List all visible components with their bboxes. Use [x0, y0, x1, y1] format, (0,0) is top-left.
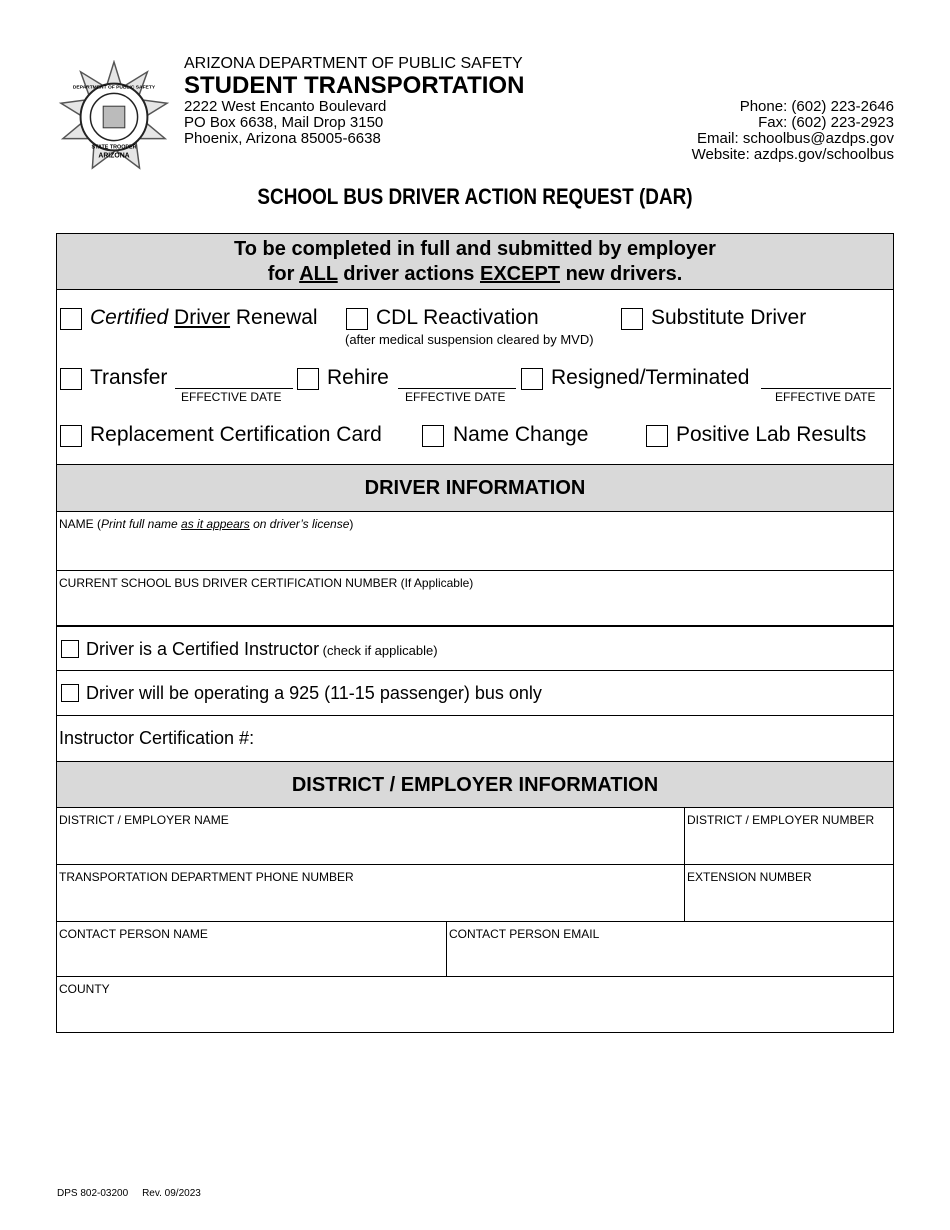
instructions-line2: [57, 262, 893, 287]
instructions-banner: [57, 234, 893, 289]
instructor-cert-row[interactable]: [57, 715, 893, 761]
positive-lab-checkbox[interactable]: [646, 425, 668, 447]
divider: [684, 865, 685, 922]
driver-name-label: [59, 517, 353, 531]
cdl-reactivation-note: (after medical suspension cleared by MVD): [345, 332, 594, 347]
address-line: 2222 West Encanto Boulevard: [184, 98, 387, 115]
renewal-checkbox[interactable]: [60, 308, 82, 330]
resigned-date-label: EFFECTIVE DATE: [775, 390, 876, 404]
renewal-label: [90, 306, 318, 330]
transfer-date-line[interactable]: [175, 388, 293, 389]
phone-row: [57, 864, 893, 921]
form-footer: [57, 1188, 201, 1199]
resigned-checkbox[interactable]: [521, 368, 543, 390]
rehire-checkbox[interactable]: [297, 368, 319, 390]
rehire-date-line[interactable]: [398, 388, 516, 389]
text: as it appears: [181, 517, 250, 531]
certification-number-field[interactable]: [57, 570, 893, 626]
transfer-date-label: EFFECTIVE DATE: [181, 390, 282, 404]
contact-email-label: CONTACT PERSON EMAIL: [449, 927, 600, 941]
employer-name-label: DISTRICT / EMPLOYER NAME: [59, 813, 229, 827]
contact-name-label: CONTACT PERSON NAME: [59, 927, 208, 941]
replacement-card-checkbox[interactable]: [60, 425, 82, 447]
address-line: Phoenix, Arizona 85005-6638: [184, 130, 381, 147]
instructions-line1: To be completed in full and submitted by employer: [234, 238, 716, 260]
text: Renewal: [230, 306, 318, 329]
bus-925-checkbox[interactable]: [61, 684, 79, 702]
seal-text-bottom: ARIZONA: [98, 152, 130, 160]
substitute-label: Substitute Driver: [651, 306, 807, 329]
website: Website: azdps.gov/schoolbus: [691, 146, 894, 163]
certified-instructor-row: [57, 625, 893, 671]
contact-info: [692, 99, 894, 163]
text: Driver: [174, 306, 231, 329]
text: (check if applicable): [319, 643, 438, 658]
transfer-label: Transfer: [90, 366, 168, 389]
name-change-checkbox[interactable]: [422, 425, 444, 447]
driver-actions-section: [57, 289, 893, 464]
extension-label: EXTENSION NUMBER: [687, 870, 812, 884]
text: driver actions: [337, 263, 480, 285]
text: Print full name: [101, 517, 182, 531]
form-title: SCHOOL BUS DRIVER ACTION REQUEST (DAR): [257, 184, 693, 209]
resigned-date-line[interactable]: [761, 388, 891, 389]
county-label: COUNTY: [59, 982, 110, 996]
instructor-cert-label: Instructor Certification #:: [59, 728, 255, 748]
bus-925-label: Driver will be operating a 925 (11-15 passenger) bus only: [86, 683, 542, 703]
text: new drivers.: [560, 263, 683, 285]
positive-lab-label: Positive Lab Results: [676, 423, 867, 446]
driver-name-field[interactable]: [57, 511, 893, 570]
text: NAME (: [59, 517, 101, 531]
mailing-address: [184, 99, 386, 147]
transport-phone-label: TRANSPORTATION DEPARTMENT PHONE NUMBER: [59, 870, 354, 884]
fax: Fax: (602) 223-2923: [758, 114, 894, 131]
rehire-label: Rehire: [327, 366, 389, 389]
district-info-heading: DISTRICT / EMPLOYER INFORMATION: [57, 761, 893, 807]
text: for: [267, 263, 300, 285]
resigned-label: Resigned/Terminated: [551, 366, 750, 389]
certified-instructor-label: [86, 639, 438, 660]
address-line: PO Box 6638, Mail Drop 3150: [184, 114, 384, 131]
county-field[interactable]: [57, 976, 893, 1032]
agency-name: ARIZONA DEPARTMENT OF PUBLIC SAFETY: [184, 55, 523, 72]
seal-text-middle: STATE TROOPER: [91, 144, 137, 151]
text: on driver’s license: [249, 517, 350, 531]
except-emphasis: EXCEPT: [479, 263, 561, 285]
employer-row: [57, 807, 893, 864]
dps-badge-seal: [55, 60, 173, 174]
email: Email: schoolbus@azdps.gov: [697, 130, 894, 147]
form-number: DPS 802-03200: [57, 1188, 129, 1199]
seal-text-top: DEPARTMENT OF PUBLIC SAFETY: [72, 85, 156, 91]
contact-row: [57, 921, 893, 976]
all-emphasis: ALL: [299, 263, 338, 285]
bus-925-row: [57, 670, 893, 716]
employer-number-label: DISTRICT / EMPLOYER NUMBER: [687, 813, 875, 827]
cdl-reactivation-checkbox[interactable]: [346, 308, 368, 330]
certification-number-label: CURRENT SCHOOL BUS DRIVER CERTIFICATION NUMBER (If Applicable): [59, 576, 474, 590]
replacement-card-label: Replacement Certification Card: [90, 423, 382, 446]
transfer-checkbox[interactable]: [60, 368, 82, 390]
text: ): [349, 517, 354, 531]
text: Driver is a Certified Instructor: [86, 639, 320, 659]
cdl-reactivation-label: CDL Reactivation: [376, 306, 539, 329]
driver-info-heading: DRIVER INFORMATION: [57, 464, 893, 511]
name-change-label: Name Change: [453, 423, 589, 446]
dar-form: [56, 233, 894, 1033]
substitute-checkbox[interactable]: [621, 308, 643, 330]
phone: Phone: (602) 223-2646: [739, 98, 894, 115]
rehire-date-label: EFFECTIVE DATE: [405, 390, 506, 404]
text: Certified: [90, 306, 169, 329]
revision-date: Rev. 09/2023: [142, 1188, 201, 1199]
certified-instructor-checkbox[interactable]: [61, 640, 79, 658]
division-name: STUDENT TRANSPORTATION: [184, 72, 525, 99]
divider: [684, 808, 685, 865]
divider: [446, 922, 447, 977]
